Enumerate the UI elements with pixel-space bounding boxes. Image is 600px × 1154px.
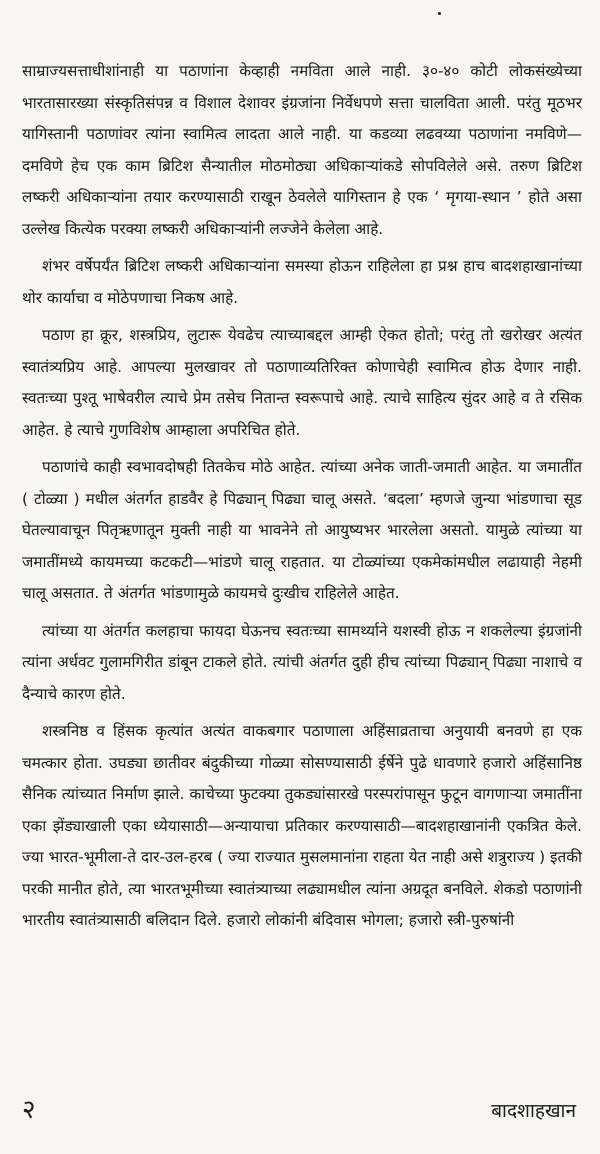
paragraph-4: पठाणांचे काही स्वभावदोषही तितकेच मोठे आहेत. त्यांच्या अनेक जाती-जमाती आहेत. या जमातींत ( टोळ्या ) मधील अंतर्गत हाडवैर हे पिढ्यान् पिढ्या चालू असते. ‘बदला’ म्हणजे जुन्या भांडणाचा सूड घेतल्यावाचून पितृऋणातून मुक्ती नाही या भावनेने तो आयुष्यभर भारलेला असतो. यामुळे त्यांच्या या जमातींमध्ये कायमच्या कटकटी—भांडणे चालू राहतात. या टोळ्यांच्या एकमेकांमधील लढायाही नेहमी चालू असतात. ते अंतर्गत भांडणामुळे कायमचे दुःखीच राहिलेले आहेत. bbox=[22, 458, 582, 602]
body-text bbox=[22, 56, 582, 943]
paragraph-2: शंभर वर्षेपर्यंत ब्रिटिश लष्करी अधिकाऱ्यांना समस्या होऊन राहिलेला हा प्रश्न हाच बादशहाखानांच्या थोर कार्याचा व मोठेपणाचा निकष आहे. bbox=[22, 257, 582, 307]
running-title: बादशाहखान bbox=[491, 1100, 576, 1122]
page-footer bbox=[22, 1092, 576, 1128]
paragraph-1: साम्राज्यसत्ताधीशांनाही या पठाणांना केव्हाही नमविता आले नाही. ३०-४० कोटी लोकसंख्येच्या भारतासारख्या संस्कृतिसंपन्न व विशाल देशावर इंग्रजांना निर्वेधपणे सत्ता चालविता आली. परंतु मूठभर यागिस्तानी पठाणांवर त्यांना स्वामित्व लादता आले नाही. या कडव्या लढवय्या पठाणांना नमविणे—दमविणे हेच एक काम ब्रिटिश सैन्यातील मोठमोठ्या अधिकाऱ्यांकडे सोपविलेले असे. तरुण ब्रिटिश लष्करी अधिकाऱ्यांना तयार करण्यासाठी राखून ठेवलेले यागिस्तान हे एक ‘ मृगया-स्थान ’ होते असा उल्लेख कित्येक परक्या लष्करी अधिकाऱ्यांनी लज्जेने केलेला आहे. bbox=[22, 62, 582, 238]
paragraph-5: त्यांच्या या अंतर्गत कलहाचा फायदा घेऊनच स्वतःच्या सामर्थ्याने यशस्वी होऊ न शकलेल्या इंग्रजांनी त्यांना अर्धवट गुलामगिरीत डांबून टाकले होते. त्यांची अंतर्गत दुही हीच त्यांच्या पिढ्यान् पिढ्या नाशाचे व दैन्याचे कारण होते. bbox=[22, 621, 582, 703]
paragraph-6: शस्त्रनिष्ठ व हिंसक कृत्यांत अत्यंत वाकबगार पठाणाला अहिंसाव्रताचा अनुयायी बनवणे हा एक चमत्कार होता. उघड्या छातीवर बंदुकीच्या गोळ्या सोसण्यासाठी ईर्षेने पुढे धावणारे हजारो अहिंसानिष्ठ सैनिक त्यांच्यात निर्माण झाले. काचेच्या फुटक्या तुकड्यांसारखे परस्परांपासून फुटून वागणाऱ्या जमातींना एका झेंड्याखाली एका ध्येयासाठी—अन्यायाचा प्रतिकार करण्यासाठी—बादशहाखानांनी एकत्रित केले. ज्या भारत-भूमीला-ते दार-उल-हरब ( ज्या राज्यात मुसलमानांना राहता येत नाही असे शत्रुराज्य ) इतकी परकी मानीत होते, त्या भारतभूमीच्या स्वातंत्र्याच्या लढ्यामधील त्यांना अग्रदूत बनविले. शेकडो पठाणांनी भारतीय स्वातंत्र्यासाठी बलिदान दिले. हजारो लोकांनी बंदिवास भोगला; हजारो स्त्री-पुरुषांनी bbox=[22, 722, 582, 929]
ink-speck bbox=[438, 12, 441, 15]
paragraph-3: पठाण हा क्रूर, शस्त्रप्रिय, लुटारू येवढेच त्याच्याबद्दल आम्ही ऐकत होतो; परंतु तो खरोखर अत्यंत स्वातंत्र्यप्रिय आहे. आपल्या मुलखावर तो पठाणाव्यतिरिक्त कोणाचेही स्वामित्व होऊ देणार नाही. स्वतःच्या पुश्तू भाषेवरील त्याचे प्रेम तसेच नितान्त स्वरूपाचे आहे. त्याचे साहित्य सुंदर आहे व ते रसिक आहेत. हे त्याचे गुणविशेष आम्हाला अपरिचित होते. bbox=[22, 326, 582, 439]
page-number: २ bbox=[22, 1095, 36, 1125]
